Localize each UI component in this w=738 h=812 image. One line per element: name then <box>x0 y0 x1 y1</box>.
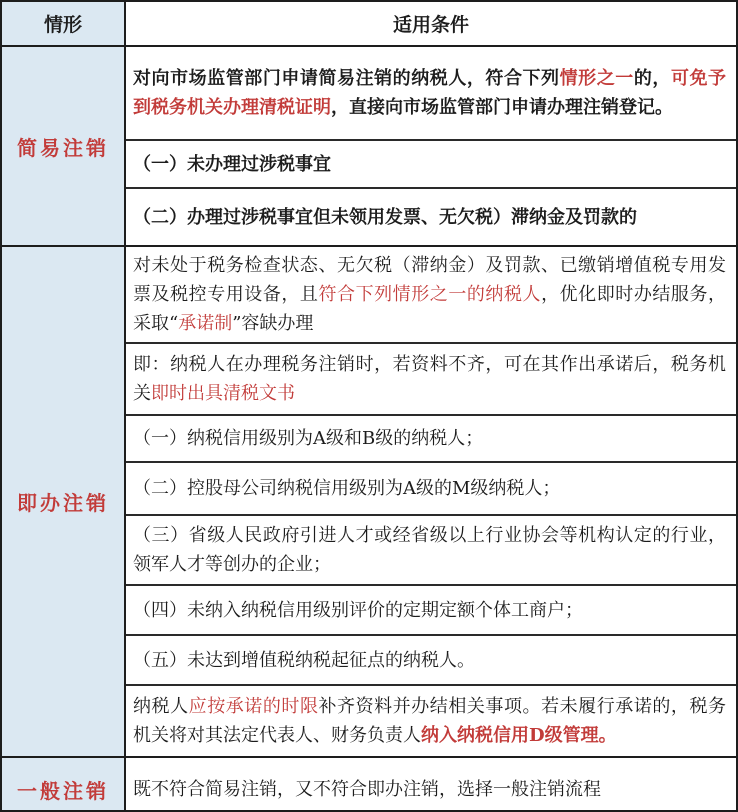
plain-text: ，优化即时办结服务，采取“ <box>133 284 727 334</box>
plain-text: （一）纳税信用级别为A级和B级的纳税人； <box>133 428 484 449</box>
table-row <box>126 139 736 187</box>
plain-text: 对向市场监管部门申请简易注销的纳税人，符合下列 <box>133 68 560 89</box>
condition-text <box>126 771 611 808</box>
table-row <box>126 342 736 414</box>
header-cell-conditions: 适用条件 <box>126 2 736 45</box>
highlight-text: 应按承诺的时限 <box>188 696 319 717</box>
condition-text <box>126 642 485 679</box>
table-row <box>126 634 736 684</box>
plain-text: 补齐资料并办结相关事项。若未履行承诺的，税务机关将对其法定代表人、财务负责人 <box>133 696 727 746</box>
plain-text: （二）办理过涉税事宜但未领用发票、无欠税）滞纳金及罚款的 <box>133 206 637 228</box>
section-immediate-deregistration <box>2 245 736 756</box>
highlight-text: 即时出具清税文书 <box>151 383 295 404</box>
condition-text <box>126 592 593 629</box>
table-row <box>126 187 736 245</box>
plain-text: 的， <box>633 68 671 89</box>
section-label: 即办注销 <box>2 247 126 756</box>
header-cell-situation: 情形 <box>2 2 126 45</box>
section-rows <box>126 758 736 812</box>
condition-text <box>126 470 570 507</box>
plain-text: 纳税人 <box>133 696 189 717</box>
plain-text: （三）省级人民政府引进人才或经省级以上行业协会等机构认定的行业，领军人才等创办的企业； <box>133 525 726 575</box>
plain-text: 对未处于税务检查状态、无欠税（滞纳金）及罚款、已缴销增值税专用发票及税控专用设备，且 <box>133 255 726 305</box>
table-row <box>126 758 736 812</box>
plain-text: （四）未纳入纳税信用级别评价的定期定额个体工商户； <box>133 599 583 621</box>
plain-text: （一）未办理过涉税事宜 <box>133 153 331 175</box>
section-label: 简易注销 <box>2 47 126 245</box>
condition-text <box>126 420 493 457</box>
condition-text <box>126 199 647 236</box>
section-general-deregistration <box>2 756 736 812</box>
table-row <box>126 514 736 584</box>
table-row <box>126 47 736 139</box>
table-row <box>126 584 736 634</box>
table-body <box>2 47 736 812</box>
highlight-text: 纳入纳税信用D级管理。 <box>421 725 617 746</box>
condition-text <box>126 60 736 126</box>
plain-text: 既不符合简易注销，又不符合即办注销，选择一般注销流程 <box>133 779 601 800</box>
table-row <box>126 684 736 756</box>
highlight-text: 情形之一 <box>559 68 634 89</box>
table-row <box>126 461 736 514</box>
highlight-text: 承诺制 <box>178 313 233 334</box>
condition-text <box>126 146 341 183</box>
table-row <box>126 414 736 461</box>
plain-text: （二）控股母公司纳税信用级别为A级的M级纳税人； <box>133 478 561 499</box>
section-simple-deregistration <box>2 47 736 245</box>
table-header-row <box>2 2 736 47</box>
plain-text: ，直接向市场监管部门申请办理注销登记。 <box>331 97 673 118</box>
condition-text <box>126 688 736 754</box>
plain-text: （五）未达到增值税纳税起征点的纳税人。 <box>133 649 475 671</box>
plain-text: 即：纳税人在办理税务注销时，若资料不齐，可在其作出承诺后，税务机关 <box>133 354 726 404</box>
condition-text <box>126 517 736 583</box>
table-row <box>126 247 736 342</box>
condition-text <box>126 247 736 342</box>
section-rows <box>126 247 736 756</box>
condition-text <box>126 346 736 412</box>
plain-text: ”容缺办理 <box>232 313 314 334</box>
highlight-text: 可免予到税务机关办理清税证明 <box>133 68 727 118</box>
section-label: 一般注销 <box>2 758 126 812</box>
highlight-text: 符合下列情形之一的纳税人 <box>318 284 542 305</box>
section-rows <box>126 47 736 245</box>
